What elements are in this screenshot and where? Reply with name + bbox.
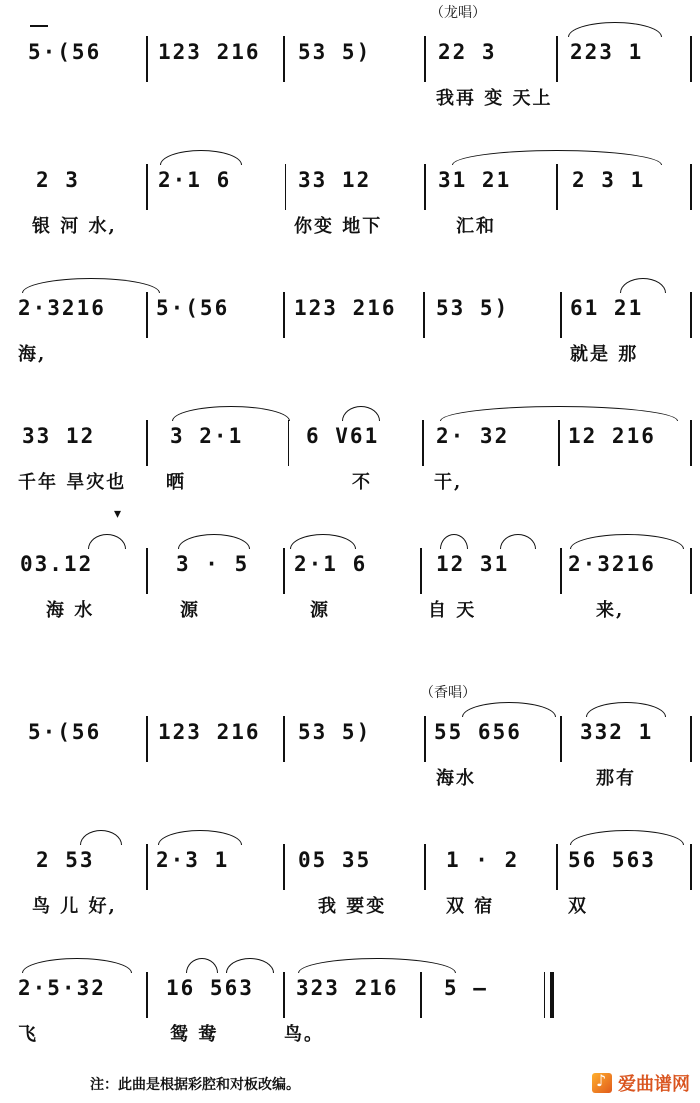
barline bbox=[283, 844, 285, 890]
slur bbox=[158, 830, 242, 845]
barline bbox=[424, 844, 426, 890]
barline bbox=[560, 716, 562, 762]
final-barline-thick bbox=[550, 972, 554, 1018]
footnote: 注：此曲是根据彩腔和对板改编。 bbox=[90, 1077, 300, 1093]
lyric: 双 bbox=[568, 896, 588, 917]
measure: 55 656 bbox=[434, 720, 522, 744]
barline bbox=[424, 716, 426, 762]
score-row bbox=[0, 512, 700, 632]
measure: 123 216 bbox=[294, 296, 397, 320]
lyric: 我 要变 bbox=[318, 896, 387, 917]
slur bbox=[500, 534, 536, 549]
measure: 53 5) bbox=[436, 296, 510, 320]
measure: 2·3216 bbox=[568, 552, 656, 576]
slur bbox=[178, 534, 250, 549]
role-label: （香唱） bbox=[420, 685, 476, 701]
barline bbox=[690, 548, 692, 594]
slur bbox=[440, 406, 678, 421]
measure: 3 · 5 bbox=[176, 552, 250, 576]
barline bbox=[690, 36, 692, 82]
score-row bbox=[0, 128, 700, 248]
slur bbox=[342, 406, 380, 421]
barline bbox=[690, 844, 692, 890]
barline bbox=[556, 36, 558, 82]
measure: 5·(56 bbox=[28, 720, 102, 744]
barline bbox=[560, 292, 562, 338]
measure: 2 53 bbox=[36, 848, 95, 872]
score-row bbox=[0, 680, 700, 800]
measure: 2·1 6 bbox=[158, 168, 232, 192]
slur bbox=[88, 534, 126, 549]
lyric: 鸟 儿 好, bbox=[32, 896, 117, 917]
measure: 12 216 bbox=[568, 424, 656, 448]
barline bbox=[420, 972, 422, 1018]
barline bbox=[146, 36, 148, 82]
barline bbox=[423, 292, 425, 338]
barline bbox=[146, 972, 148, 1018]
barline bbox=[283, 292, 285, 338]
measure: 2 3 1 bbox=[572, 168, 646, 192]
lyric: 就是 那 bbox=[570, 344, 639, 365]
measure: 61 21 bbox=[570, 296, 644, 320]
barline bbox=[560, 548, 562, 594]
slur bbox=[290, 534, 356, 549]
measure: 2 3 bbox=[36, 168, 80, 192]
barline bbox=[690, 164, 692, 210]
lyric: 来, bbox=[596, 600, 625, 621]
barline bbox=[146, 716, 148, 762]
barline bbox=[146, 292, 148, 338]
measure: 2·1 6 bbox=[294, 552, 368, 576]
lyric: 鸟。 bbox=[284, 1024, 324, 1045]
measure: 31 21 bbox=[438, 168, 512, 192]
slur bbox=[172, 406, 290, 421]
barline bbox=[283, 548, 285, 594]
site-watermark bbox=[592, 1070, 690, 1096]
lyric: 海水 bbox=[436, 768, 476, 789]
lyric: 干, bbox=[434, 472, 463, 493]
lyric: 你变 地下 bbox=[294, 216, 383, 237]
barline bbox=[558, 420, 560, 466]
measure: 53 5) bbox=[298, 40, 372, 64]
measure: 05 35 bbox=[298, 848, 372, 872]
barline bbox=[424, 36, 426, 82]
measure: 123 216 bbox=[158, 720, 261, 744]
barline bbox=[424, 164, 426, 210]
lyric: 自 天 bbox=[428, 600, 477, 621]
measure: 2· 32 bbox=[436, 424, 510, 448]
caret-mark: ▾ bbox=[114, 506, 122, 522]
lyric: 飞 bbox=[18, 1024, 38, 1045]
lyric: 源 bbox=[180, 600, 200, 621]
measure: 33 12 bbox=[22, 424, 96, 448]
slur bbox=[586, 702, 666, 717]
lyric: 双 宿 bbox=[446, 896, 495, 917]
slur bbox=[186, 958, 218, 973]
measure: 53 5) bbox=[298, 720, 372, 744]
barline bbox=[146, 420, 148, 466]
barline bbox=[690, 420, 692, 466]
score-row bbox=[0, 256, 700, 376]
slur bbox=[298, 958, 456, 973]
slur bbox=[22, 958, 132, 973]
role-label: （龙唱） bbox=[430, 5, 486, 21]
measure: 16 563 bbox=[166, 976, 254, 1000]
slur bbox=[570, 534, 684, 549]
lyric: 源 bbox=[310, 600, 330, 621]
slur bbox=[22, 278, 160, 293]
measure: 3 2·1 bbox=[170, 424, 244, 448]
measure: 1 · 2 bbox=[446, 848, 520, 872]
barline bbox=[690, 292, 692, 338]
slur bbox=[440, 534, 468, 549]
measure: 5 — bbox=[444, 976, 488, 1000]
barline bbox=[283, 972, 285, 1018]
measure: 03.12 bbox=[20, 552, 94, 576]
slur bbox=[226, 958, 274, 973]
barline bbox=[556, 844, 558, 890]
score-row bbox=[0, 0, 700, 120]
barline bbox=[283, 716, 285, 762]
score-row bbox=[0, 936, 700, 1056]
slur bbox=[160, 150, 242, 165]
measure: 332 1 bbox=[580, 720, 654, 744]
lyric: 那有 bbox=[596, 768, 636, 789]
barline bbox=[146, 164, 148, 210]
measure: 123 216 bbox=[158, 40, 261, 64]
lyric: 海 水 bbox=[46, 600, 95, 621]
slur bbox=[620, 278, 666, 293]
barline bbox=[285, 164, 286, 210]
lyric: 晒 bbox=[166, 472, 186, 493]
score-row bbox=[0, 384, 700, 522]
measure: 2·5·32 bbox=[18, 976, 106, 1000]
lyric: 汇和 bbox=[456, 216, 496, 237]
final-barline-thin bbox=[544, 972, 545, 1018]
slur bbox=[452, 150, 662, 165]
barline bbox=[146, 548, 148, 594]
slur bbox=[570, 830, 684, 845]
measure: 56 563 bbox=[568, 848, 656, 872]
measure: 2·3216 bbox=[18, 296, 106, 320]
watermark-text: 爱曲谱网 bbox=[618, 1074, 690, 1095]
barline bbox=[556, 164, 558, 210]
lyric: 千年 旱灾也 bbox=[18, 472, 127, 493]
lyric: 我再 变 天上 bbox=[436, 88, 553, 109]
barline bbox=[422, 420, 424, 466]
barline bbox=[283, 36, 285, 82]
score-row bbox=[0, 808, 700, 928]
measure: 33 12 bbox=[298, 168, 372, 192]
measure: 323 216 bbox=[296, 976, 399, 1000]
slur bbox=[80, 830, 122, 845]
measure: 5·(56 bbox=[28, 40, 102, 64]
music-note-icon bbox=[592, 1073, 612, 1093]
lyric: 银 河 水, bbox=[32, 216, 117, 237]
measure: 12 31 bbox=[436, 552, 510, 576]
slur bbox=[462, 702, 556, 717]
measure: 6 V61 bbox=[306, 424, 380, 448]
measure: 5·(56 bbox=[156, 296, 230, 320]
measure: 223 1 bbox=[570, 40, 644, 64]
barline bbox=[146, 844, 148, 890]
lyric: 不 bbox=[352, 472, 372, 493]
slur bbox=[568, 22, 662, 37]
measure: 22 3 bbox=[438, 40, 497, 64]
lyric: 海, bbox=[18, 344, 47, 365]
measure: 2·3 1 bbox=[156, 848, 230, 872]
barline bbox=[690, 716, 692, 762]
barline bbox=[420, 548, 422, 594]
lyric: 鸳 鸯 bbox=[170, 1024, 219, 1045]
barline bbox=[288, 420, 289, 466]
